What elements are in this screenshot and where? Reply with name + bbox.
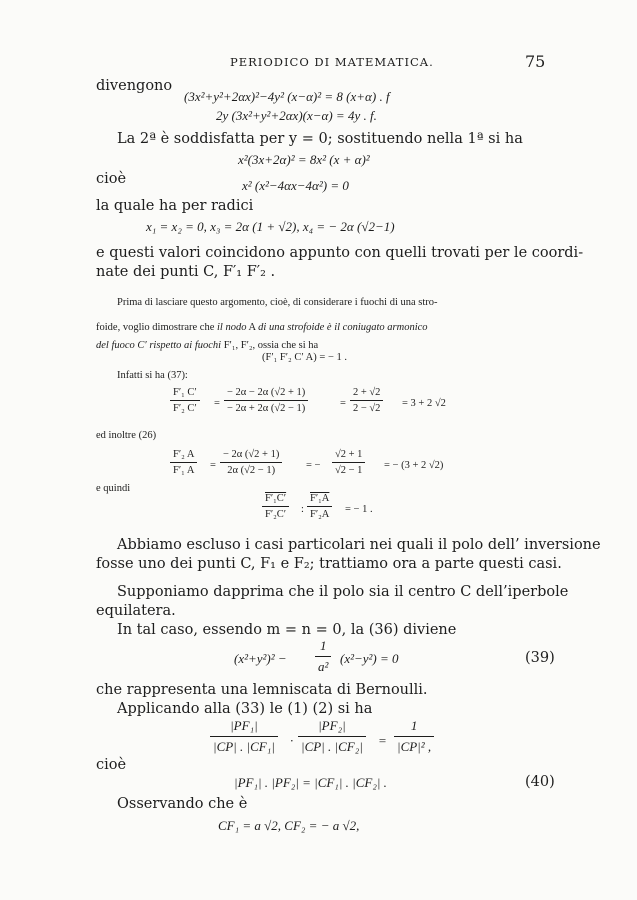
colon-sign: : <box>301 504 304 515</box>
text-radici: la quale ha per radici <box>96 198 254 214</box>
fraction-g2-den: 2α (√2 − 1) <box>227 465 276 476</box>
fraction-h1-num: F′₁C′ <box>265 493 287 504</box>
fraction-f3-num: 2 + √2 <box>353 387 381 398</box>
equation-harmonic: (F′₁ F′₂ C′ A) = − 1 . <box>262 352 347 363</box>
fraction-g3 <box>332 449 365 476</box>
fraction-bar <box>210 736 278 737</box>
fraction-g2 <box>220 449 282 476</box>
fraction-39-den: a² <box>318 659 329 674</box>
equals-sign: = <box>210 460 216 471</box>
fraction-bar <box>170 400 200 401</box>
text-infatti: Infatti si ha (37): <box>117 370 188 381</box>
fraction-h-result: = − 1 . <box>345 504 373 515</box>
small-line-2b: il nodo <box>217 322 247 333</box>
fraction-f1-den: F′₂ C′ <box>173 403 197 414</box>
paragraph-supponiamo-2: equilatera. <box>96 603 176 619</box>
equals-sign: = <box>378 733 387 748</box>
running-title: PERIODICO DI MATEMATICA. <box>230 55 434 69</box>
fraction-g-result: = − (3 + 2 √2) <box>384 460 444 471</box>
fraction-39-num: 1 <box>319 638 327 653</box>
small-line-3b: F′₁, F′₂, ossia che si ha <box>221 340 319 351</box>
fraction-h1 <box>262 493 289 520</box>
fraction-k2-num: |PF₂| <box>318 718 346 733</box>
fraction-bar <box>315 656 331 657</box>
fraction-k1 <box>210 718 278 755</box>
equation-label-40: (40) <box>525 774 555 790</box>
fraction-f1-num: F′₁ C′ <box>173 387 197 398</box>
text-quindi: e quindi <box>96 483 131 494</box>
equation-roots: x₁ = x₂ = 0, x₃ = 2α (1 + √2), x₄ = − 2α (√2−1) <box>146 219 395 234</box>
fraction-k3-den: |CP|² , <box>397 739 432 754</box>
small-line-2 <box>96 315 428 334</box>
fraction-h1-den: F′₂C′ <box>265 509 287 520</box>
paragraph-supponiamo-1: Supponiamo dapprima che il polo sia il centro C dell’iperbole <box>117 584 569 600</box>
fraction-k3 <box>394 718 434 755</box>
fraction-bar <box>307 506 332 507</box>
equation-label-39: (39) <box>525 650 555 666</box>
fraction-bar <box>224 400 308 401</box>
fraction-k2 <box>298 718 366 755</box>
fraction-f-result: = 3 + 2 √2 <box>402 398 446 409</box>
fraction-h2-num: F′₁A <box>310 493 330 504</box>
fraction-g2-num: − 2α (√2 + 1) <box>223 449 280 460</box>
equation-last: CF₁ = a √2, CF₂ = − a √2, <box>218 818 360 833</box>
equation-a: (3x²+y²+2αx)²−4y² (x−α)² = 8 (x+α) . f <box>184 89 390 104</box>
fraction-k3-num: 1 <box>410 718 418 733</box>
equation-39-right: (x²−y²) = 0 <box>340 651 399 666</box>
fraction-g1-num: F′₂ A <box>173 449 195 460</box>
small-line-3 <box>96 333 318 352</box>
small-line-2c: A <box>246 322 259 333</box>
fraction-39 <box>315 638 331 675</box>
fraction-f3 <box>350 387 383 414</box>
fraction-bar <box>262 506 289 507</box>
fraction-bar <box>170 462 197 463</box>
text-inoltre: ed inoltre (26) <box>96 430 157 441</box>
fraction-k2-den: |CP| . |CF₂| <box>301 739 363 754</box>
fraction-g3-num: √2 + 1 <box>335 449 363 460</box>
fraction-f2 <box>224 387 308 414</box>
equation-40: |PF₁| . |PF₂| = |CF₁| . |CF₂| . <box>234 775 387 790</box>
page-number: 75 <box>525 52 546 71</box>
fraction-f2-num: − 2α − 2α (√2 + 1) <box>227 387 306 398</box>
paragraph-lemniscata: che rappresenta una lemniscata di Bernoulli. <box>96 682 428 698</box>
paragraph-abbiamo-2: fosse uno dei punti C, F₁ e F₂; trattiamo ora a parte questi casi. <box>96 556 562 572</box>
dot-sign: · <box>290 733 294 748</box>
equation-c: x²(3x+2α)² = 8x² (x + α)² <box>238 152 370 167</box>
paragraph-abbiamo-1: Abbiamo escluso i casi particolari nei quali il polo dell’ inversione <box>117 537 601 553</box>
small-line-1: Prima di lasciare questo argomento, cioè, di considerare i fuochi di una stro- <box>117 297 438 308</box>
equals-sign: = <box>214 398 220 409</box>
paragraph-osservando: Osservando che è <box>117 796 248 812</box>
text-cioe: cioè <box>96 171 127 187</box>
equation-d: x² (x²−4αx−4α²) = 0 <box>242 178 349 193</box>
fraction-bar <box>332 462 365 463</box>
fraction-f1 <box>170 387 200 414</box>
small-line-3a: del fuoco C′ rispetto ai fuochi <box>96 340 222 351</box>
fraction-k1-num: |PF₁| <box>230 718 258 733</box>
fraction-k1-den: |CP| . |CF₁| <box>213 739 275 754</box>
paragraph-questi-2: nate dei punti C, F′₁ F′₂ . <box>96 264 276 280</box>
fraction-bar <box>220 462 282 463</box>
fraction-f2-den: − 2α + 2α (√2 − 1) <box>227 403 306 414</box>
equation-b: 2y (3x²+y²+2αx)(x−α) = 4y . f. <box>216 108 377 123</box>
equals-sign: = <box>340 398 346 409</box>
fraction-g1-den: F′₁ A <box>173 465 195 476</box>
small-line-2d: di una strofoide è il coniugato armonico <box>258 322 428 333</box>
equals-minus: = − <box>306 460 321 471</box>
fraction-bar <box>350 400 383 401</box>
fraction-g1 <box>170 449 197 476</box>
fraction-h2-den: F′₂A <box>310 509 330 520</box>
fraction-h2 <box>307 493 332 520</box>
equation-39-left: (x²+y²)² − <box>234 651 287 666</box>
paragraph-la-seconda: La 2ª è soddisfatta per y = 0; sostituendo nella 1ª si ha <box>117 131 523 147</box>
paragraph-tal-caso: In tal caso, essendo m = n = 0, la (36) diviene <box>117 622 457 638</box>
fraction-bar <box>298 736 366 737</box>
paragraph-applicando: Applicando alla (33) le (1) (2) si ha <box>117 701 373 717</box>
small-line-2a: foide, voglio dimostrare che <box>96 322 218 333</box>
text-divengono: divengono <box>96 78 173 94</box>
paragraph-questi-1: e questi valori coincidono appunto con quelli trovati per le coordi- <box>96 245 584 261</box>
fraction-bar <box>394 736 434 737</box>
fraction-f3-den: 2 − √2 <box>353 403 381 414</box>
text-cioe-2: cioè <box>96 757 127 773</box>
fraction-g3-den: √2 − 1 <box>335 465 363 476</box>
